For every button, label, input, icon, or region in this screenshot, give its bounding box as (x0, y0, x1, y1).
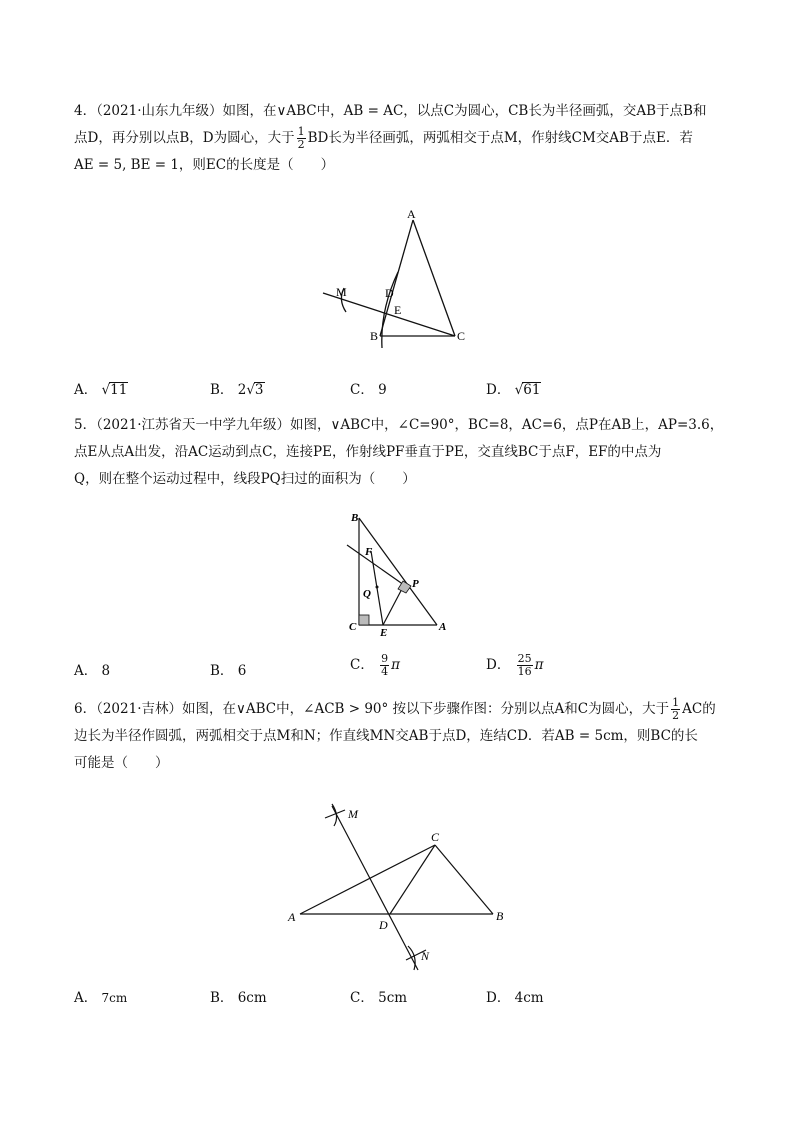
option-letter: C． (350, 990, 374, 1006)
segment-CD (390, 845, 435, 914)
fraction-numerator: 1 (297, 125, 305, 138)
fraction-denominator: 16 (517, 665, 532, 678)
option-B[interactable] (210, 659, 246, 679)
label-A: A (407, 207, 416, 221)
fraction-denominator: 2 (297, 138, 305, 151)
sqrt-radicand: 61 (523, 382, 541, 398)
fraction-numerator: 25 (517, 652, 532, 665)
label-E: E (380, 627, 388, 639)
fraction-numerator: 1 (672, 696, 680, 709)
question-source: （2021·山东九年级） (96, 103, 223, 119)
label-C: C (431, 830, 440, 844)
option-letter: D． (486, 990, 511, 1006)
question-text: Q，则在整个运动过程中，线段PQ扫过的面积为（ ） (74, 471, 416, 487)
figure-question-6 (280, 800, 520, 975)
question-number: 6． (74, 701, 97, 717)
segment-CB (435, 845, 493, 914)
segment-AB (359, 518, 437, 625)
question-5-line-3 (74, 466, 724, 493)
question-text: 如图，在∨ABC中，AB = AC，以点C为圆心，CB长为半径画弧，交AB于点B和 (222, 103, 707, 119)
segment-PE (383, 585, 404, 625)
point-Q (376, 586, 379, 589)
label-M: M (348, 807, 358, 821)
question-4 (74, 98, 724, 179)
pi-symbol: π (534, 657, 544, 673)
option-C[interactable] (350, 378, 387, 398)
label-E: E (394, 303, 402, 317)
option-B[interactable]: B． 2√3 (210, 382, 264, 398)
segment-AC (300, 845, 435, 914)
fraction (380, 653, 389, 678)
pi-symbol: π (391, 657, 401, 673)
fraction-numerator: 9 (381, 652, 389, 665)
label-B: B (496, 909, 504, 923)
option-D[interactable] (486, 986, 544, 1006)
fraction (517, 653, 533, 678)
option-C[interactable] (350, 986, 407, 1006)
label-M: M (336, 285, 347, 299)
fraction (297, 126, 306, 151)
question-text: 可能是（ ） (74, 755, 169, 771)
option-letter: A． (74, 382, 98, 398)
label-C: C (457, 329, 466, 343)
question-source: （2021·江苏省天一中学九年级） (96, 417, 290, 433)
label-Q: Q (363, 588, 371, 600)
option-letter: C． (350, 382, 374, 398)
question-5-line-2 (74, 439, 724, 466)
option-letter: D． (486, 657, 511, 673)
option-letter: A． (74, 990, 98, 1006)
option-letter: A． (74, 663, 98, 679)
option-value: 4cm (514, 990, 544, 1006)
label-C: C (349, 621, 357, 633)
segment-AC (413, 220, 455, 336)
label-F: F (365, 546, 373, 558)
label-D: D (379, 918, 388, 932)
question-source: （2021·吉林） (96, 701, 182, 717)
label-B: B (351, 512, 359, 524)
fraction-denominator: 2 (672, 709, 680, 722)
question-number: 4． (74, 103, 97, 119)
line-MN (332, 806, 418, 970)
option-A[interactable] (74, 986, 127, 1006)
figure-question-4 (310, 200, 490, 350)
question-4-line-2 (74, 125, 724, 152)
question-text: 边长为半径作圆弧，两弧相交于点M和N；作直线MN交AB于点D，连结CD．若AB = 5cm，则BC的长 (74, 728, 698, 744)
label-N: N (421, 949, 430, 963)
question-4-line-3 (74, 152, 724, 179)
question-6-line-2 (74, 723, 724, 750)
option-letter: C． (350, 657, 374, 673)
sqrt-radicand: 3 (254, 382, 264, 398)
fraction-denominator: 4 (381, 665, 389, 678)
option-A[interactable] (74, 659, 110, 679)
right-angle-C (359, 615, 369, 625)
option-value: 7cm (101, 991, 128, 1005)
option-C[interactable] (350, 653, 400, 678)
option-letter: B． (210, 663, 234, 679)
question-text: 点D，再分别以点B，D为圆心，大于 (74, 130, 295, 146)
option-value: 6 (237, 663, 247, 679)
label-D: D (385, 286, 394, 300)
question-text: 如图，在∨ABC中，∠ACB > 90° 按以下步骤作图：分别以点A和C为圆心，大于 (182, 701, 670, 717)
option-D[interactable]: D． √61 (486, 382, 541, 398)
label-A: A (439, 621, 447, 633)
question-text: 点E从点A出发，沿AC运动到点C，连接PE，作射线PF垂直于PE，交直线BC于点F，EF的中点为 (74, 444, 662, 460)
option-value: 8 (101, 663, 111, 679)
sqrt-radicand: 11 (110, 382, 128, 398)
fraction (671, 697, 680, 722)
question-text: AC的 (682, 701, 716, 717)
option-value: 5cm (378, 990, 408, 1006)
question-number: 5． (74, 417, 97, 433)
question-text: BD长为半径画弧，两弧相交于点M，作射线CM交AB于点E．若 (307, 130, 693, 146)
question-text: AE = 5, BE = 1，则EC的长度是（ ） (74, 157, 335, 173)
label-P: P (412, 578, 419, 590)
option-value: 6cm (237, 990, 267, 1006)
question-6-line-3 (74, 750, 724, 777)
question-4-line-1 (74, 98, 724, 125)
label-B: B (370, 329, 379, 343)
figure-question-5 (335, 505, 455, 640)
segment-AB (380, 220, 413, 336)
option-A[interactable]: A． √11 (74, 382, 128, 398)
option-D[interactable] (486, 653, 544, 678)
option-value: 9 (378, 382, 387, 398)
option-letter: B． (210, 382, 234, 398)
question-text: 如图，∨ABC中，∠C=90°，BC=8，AC=6，点P在AB上，AP=3.6， (290, 417, 724, 433)
coefficient: 2 (237, 382, 247, 398)
question-6-line-1 (74, 696, 724, 723)
option-letter: D． (486, 382, 511, 398)
question-5-line-1 (74, 412, 724, 439)
question-5 (74, 412, 724, 493)
option-letter: B． (210, 990, 234, 1006)
option-B[interactable] (210, 986, 267, 1006)
label-A: A (288, 910, 296, 924)
question-6 (74, 696, 724, 777)
